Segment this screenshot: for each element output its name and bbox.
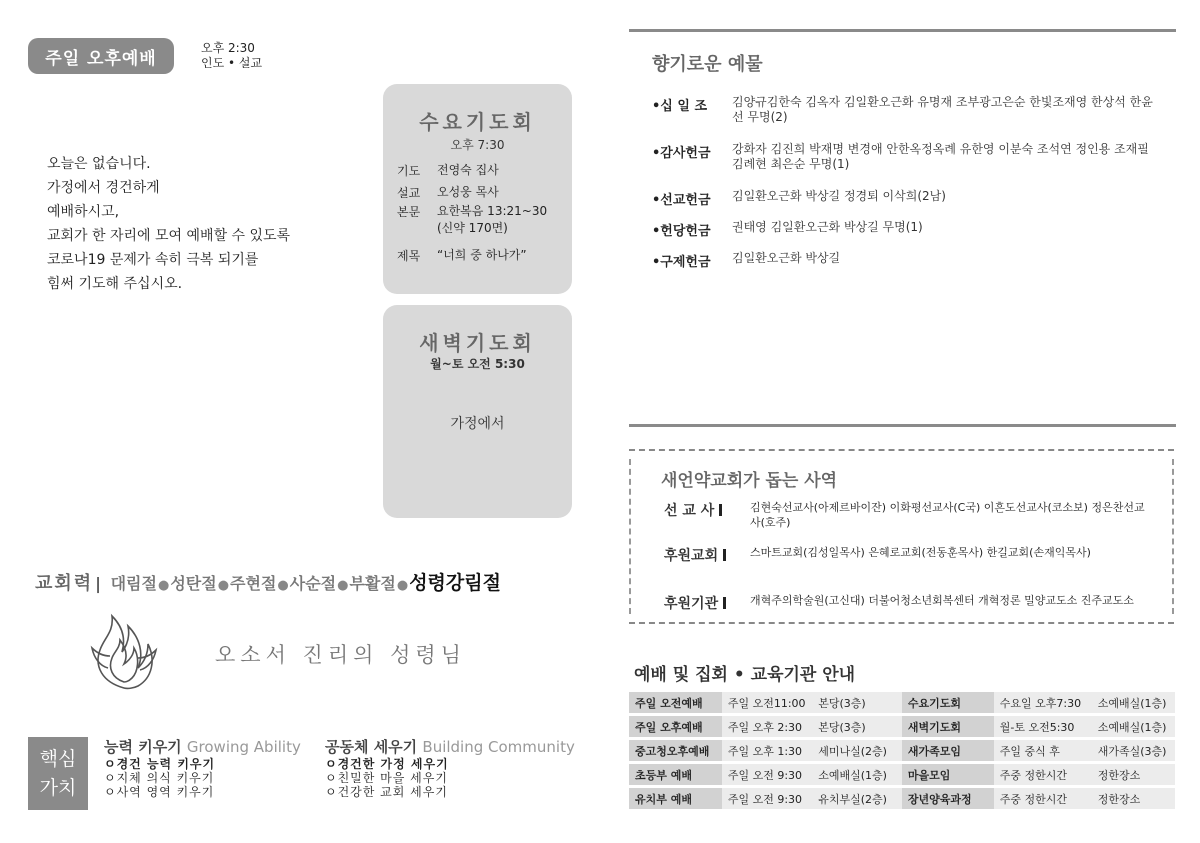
message-line: 코로나19 문제가 속히 극복 되기를 [47, 252, 259, 268]
table-cell: 주일 오후 2:30 [722, 716, 812, 737]
mission-names: 김현숙선교사(아제르바이잔) 이화평선교사(C국) 이흔도선교사(코소보) 정은찬선교사(호주) [750, 501, 1145, 529]
offering-type: •감사헌금 [652, 146, 711, 161]
wednesday-row [397, 203, 547, 237]
table-cell: 본당(3층) [812, 716, 902, 737]
schedule-title: 예배 및 집회 • 교육기관 안내 [634, 665, 856, 685]
dawn-prayer-box [383, 305, 572, 518]
core-heading-en: Growing Ability [186, 738, 301, 756]
table-cell: 새가족실(3층) [1092, 740, 1175, 761]
table-cell: 세미나실(2층) [812, 740, 902, 761]
offering-row [652, 95, 1162, 125]
offering-names: 김양규김한숙 김옥자 김일환오근화 유명재 조부광고은순 한빛조재영 한상석 한윤선 무명(2) [732, 95, 1153, 124]
mission-row [664, 593, 1155, 613]
core-column-heading [104, 740, 301, 754]
wednesday-row [397, 162, 499, 179]
core-item: ㅇ지체 의식 키우기 [104, 771, 215, 785]
notice-message [47, 152, 290, 296]
table-cell: 주일 오후 1:30 [722, 740, 812, 761]
spirit-caption: 오소서 진리의 성령님 [215, 643, 466, 667]
middle-divider [629, 424, 1176, 427]
core-item: ㅇ사역 영역 키우기 [104, 785, 215, 799]
table-row [629, 788, 1175, 809]
mission-category-label: 후원기관 [664, 596, 719, 612]
holy-spirit-flame-icon [88, 608, 160, 692]
mission-category-label: 선 교 사 [664, 503, 715, 519]
mission-category [664, 593, 750, 613]
schedule-table [629, 689, 1175, 812]
offering-type: •십 일 조 [652, 99, 708, 114]
table-cell: 소예배실(1층) [1092, 716, 1175, 737]
offering-type: •헌당헌금 [652, 224, 711, 239]
mission-title: 새언약교회가 돕는 사역 [661, 471, 838, 491]
bullet-icon: ● [157, 578, 170, 593]
divider: | [95, 574, 102, 593]
table-header-cell: 마을모임 [902, 764, 994, 785]
top-divider [629, 29, 1176, 32]
calendar-season: 주현절 [230, 574, 277, 593]
core-heading-en: Building Community [422, 738, 575, 756]
table-header-cell: 유치부 예배 [629, 788, 722, 809]
row-key: 본문 [397, 205, 421, 219]
calendar-season: 사순절 [289, 574, 337, 593]
offering-type: •선교헌금 [652, 193, 711, 208]
bullet-icon: ● [217, 578, 230, 593]
message-line: 힘써 기도해 주십시오. [47, 276, 183, 292]
core-label: 핵심 [39, 748, 77, 770]
table-row [629, 764, 1175, 785]
offering-row [652, 142, 1162, 172]
offering-names: 강화자 김진희 박재명 변경애 안한옥정옥례 유한영 이분숙 조석연 정인용 조재필 김례현 최은순 무명(1) [732, 142, 1149, 171]
offering-row [652, 251, 1162, 270]
core-column-community [325, 740, 575, 799]
offering-row [652, 189, 1162, 208]
wednesday-row [397, 184, 499, 201]
offering-names: 김일환오근화 박상길 정경퇴 이삭희(2남) [732, 189, 946, 203]
sunday-pm-badge: 주일 오후예배 [28, 38, 174, 74]
mission-category [664, 545, 750, 565]
mission-names: 스마트교회(김성일목사) 은혜로교회(전동훈목사) 한길교회(손재익목사) [750, 546, 1091, 559]
wednesday-title: 수요기도회 [419, 110, 536, 134]
table-cell: 본당(3층) [812, 692, 902, 713]
table-row [629, 740, 1175, 761]
table-header-cell: 초등부 예배 [629, 764, 722, 785]
dawn-time: 월~토 오전 5:30 [430, 357, 525, 371]
core-item: ㅇ경건한 가정 세우기 [325, 757, 449, 771]
mission-category-label: 후원교회 [664, 548, 719, 564]
church-calendar [35, 568, 501, 595]
offering-row [652, 220, 1162, 239]
wednesday-row [397, 247, 527, 264]
dawn-place: 가정에서 [450, 416, 505, 432]
table-cell: 주일 오전 9:30 [722, 764, 812, 785]
mission-row [664, 500, 1155, 530]
offering-names: 권태영 김일환오근화 박상길 무명(1) [732, 220, 923, 234]
table-header-cell: 주일 오후예배 [629, 716, 722, 737]
table-cell: 정한장소 [1092, 764, 1175, 785]
message-line: 가정에서 경건하게 [47, 180, 160, 196]
core-column-ability [104, 740, 301, 799]
table-header-cell: 중고청오후예배 [629, 740, 722, 761]
table-header-cell: 새벽기도회 [902, 716, 994, 737]
table-cell: 유치부실(2층) [812, 788, 902, 809]
mission-row [664, 545, 1155, 565]
table-header-cell: 수요기도회 [902, 692, 994, 713]
offering-type: •구제헌금 [652, 255, 711, 270]
dawn-title: 새벽기도회 [419, 331, 536, 355]
row-key: 설교 [397, 186, 421, 200]
core-item: ㅇ친밀한 마을 세우기 [325, 771, 448, 785]
calendar-season: 부활절 [349, 574, 396, 593]
offerings-title: 향기로운 예물 [652, 54, 763, 75]
wednesday-prayer-box [383, 84, 572, 294]
divider [723, 549, 726, 561]
message-line: 오늘은 없습니다. [47, 156, 151, 172]
divider [719, 504, 722, 516]
frame-edge [629, 459, 631, 614]
table-header-cell: 주일 오전예배 [629, 692, 722, 713]
table-cell: 정한장소 [1092, 788, 1175, 809]
offering-names: 김일환오근화 박상길 [732, 251, 841, 265]
core-heading-ko: 공동체 세우기 [325, 738, 418, 756]
core-heading-ko: 능력 키우기 [104, 738, 182, 756]
table-cell: 주일 오전11:00 [722, 692, 812, 713]
divider [723, 597, 726, 609]
row-key: 기도 [397, 164, 421, 178]
core-label: 가치 [39, 777, 77, 799]
table-row [629, 692, 1175, 713]
row-key: 제목 [397, 249, 421, 263]
bullet-icon: ● [277, 578, 289, 593]
message-line: 예배하시고, [47, 204, 120, 220]
table-cell: 주일 오전 9:30 [722, 788, 812, 809]
table-header-cell: 장년양육과정 [902, 788, 994, 809]
sunday-pm-leader: 인도 • 설교 [201, 56, 263, 70]
row-value-sub: (신약 170면) [437, 221, 508, 235]
table-row [629, 716, 1175, 737]
mission-category [664, 500, 750, 530]
calendar-season: 대림절 [110, 574, 157, 593]
table-cell: 소예배실(1층) [812, 764, 902, 785]
sunday-pm-meta [201, 41, 262, 71]
table-cell: 월-토 오전5:30 [994, 716, 1092, 737]
calendar-label: 교회력 [35, 573, 94, 594]
calendar-season: 성탄절 [170, 574, 217, 593]
wednesday-time: 오후 7:30 [450, 138, 505, 152]
bullet-icon: ● [337, 578, 349, 593]
table-header-cell: 새가족모임 [902, 740, 994, 761]
table-cell: 주중 정한시간 [994, 764, 1092, 785]
table-cell: 소예배실(1층) [1092, 692, 1175, 713]
message-line: 교회가 한 자리에 모여 예배할 수 있도록 [47, 228, 291, 244]
table-cell: 주중 정한시간 [994, 788, 1092, 809]
calendar-current-season: 성령강림절 [409, 572, 501, 594]
bullet-icon: ● [396, 578, 409, 593]
row-value: 전영숙 집사 [437, 163, 499, 177]
sunday-pm-time: 오후 2:30 [201, 41, 255, 55]
row-value: 오성웅 목사 [437, 185, 499, 199]
row-value: “너희 중 하나가” [437, 248, 527, 262]
table-cell: 수요일 오후7:30 [994, 692, 1092, 713]
core-values-badge [28, 737, 88, 810]
core-column-heading [325, 740, 575, 754]
row-value-group [437, 203, 547, 237]
table-cell: 주일 중식 후 [994, 740, 1092, 761]
core-item: ㅇ경건 능력 키우기 [104, 757, 216, 771]
core-item: ㅇ건강한 교회 세우기 [325, 785, 448, 799]
mission-names: 개혁주의학술원(고신대) 더불어청소년회복센터 개혁정론 밀양교도소 진주교도소 [750, 594, 1134, 607]
frame-edge [1172, 459, 1174, 614]
row-value: 요한복음 13:21~30 [437, 204, 548, 218]
